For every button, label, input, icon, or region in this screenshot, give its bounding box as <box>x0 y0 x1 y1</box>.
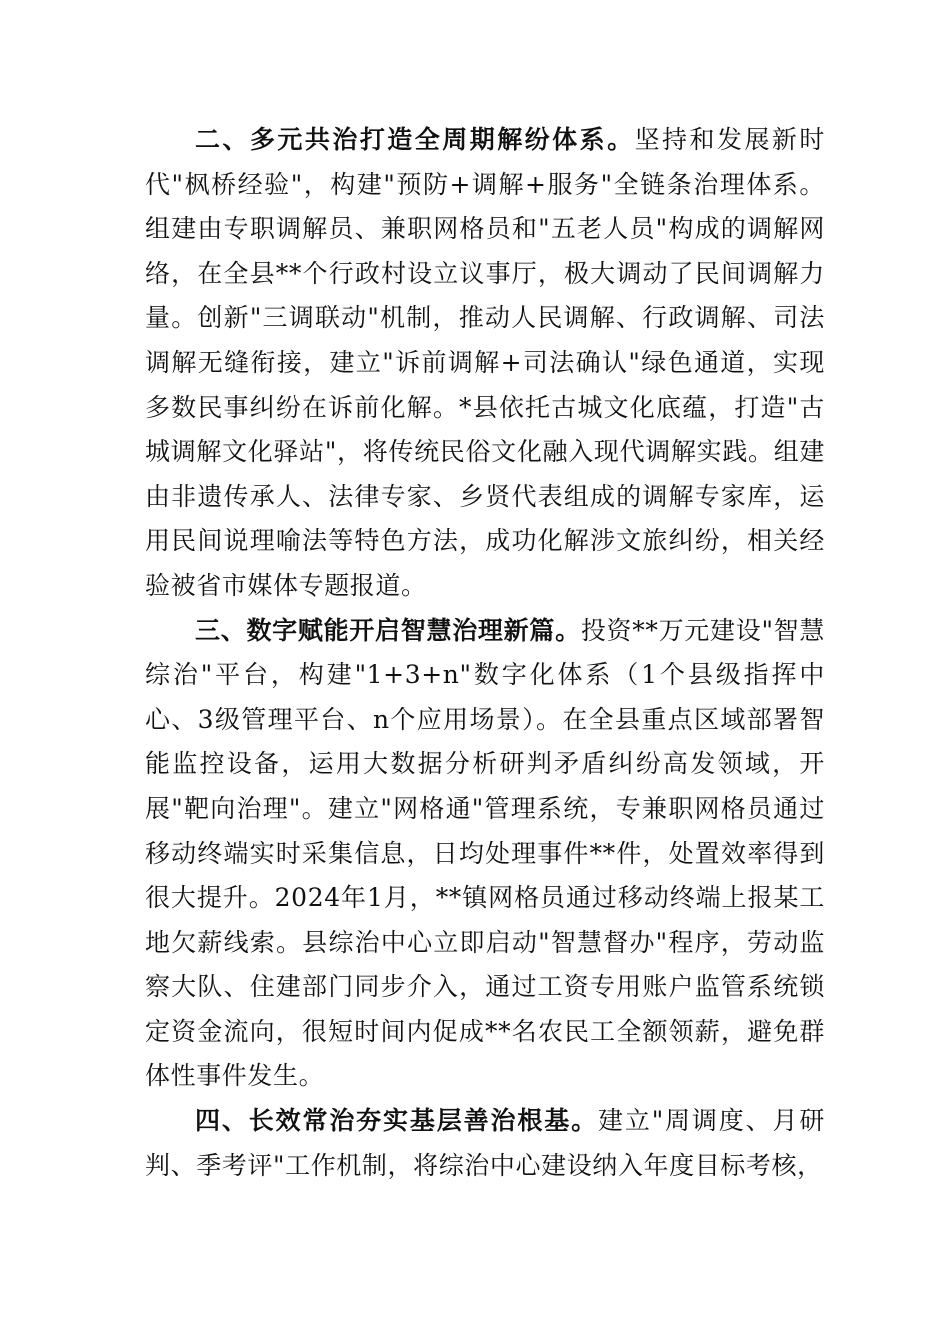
paragraph-body: 坚持和发展新时代"枫桥经验"，构建"预防+调解+服务"全链条治理体系。组建由专职调解员、兼职网格员和"五老人员"构成的调解网络，在全县**个行政村设立议事厅，极大调动了民间调解力量。创新"三调联动"机制，推动人民调解、行政调解、司法调解无缝衔接，建立"诉前调解+司法确认"绿色通道，实现多数民事纠纷在诉前化解。*县依托古城文化底蕴，打造"古城调解文化驿站"，将传统民俗文化融入现代调解实践。组建由非遗传承人、法律专家、乡贤代表组成的调解专家库，运用民间说理喻法等特色方法，成功化解涉文旅纠纷，相关经验被省市媒体专题报道。 <box>145 125 825 600</box>
paragraph-diversified-governance <box>145 118 825 609</box>
paragraph-long-term-governance <box>145 1099 825 1188</box>
paragraph-digital-empowerment <box>145 609 825 1100</box>
section-heading: 二、多元共治打造全周期解纷体系。 <box>195 125 635 154</box>
paragraph-body: 投资**万元建设"智慧综治"平台，构建"1+3+n"数字化体系（1个县级指挥中心、3级管理平台、n个应用场景）。在全县重点区域部署智能监控设备，运用大数据分析研判矛盾纠纷高发领域，开展"靶向治理"。建立"网格通"管理系统，专兼职网格员通过移动终端实时采集信息，日均处理事件**件，处置效率得到很大提升。2024年1月，**镇网格员通过移动终端上报某工地欠薪线索。县综治中心立即启动"智慧督办"程序，劳动监察大队、住建部门同步介入，通过工资专用账户监管系统锁定资金流向，很短时间内促成**名农民工全额领薪，避免群体性事件发生。 <box>145 615 825 1091</box>
document-page <box>145 118 825 1188</box>
section-heading: 四、长效常治夯实基层善治根基。 <box>195 1106 598 1136</box>
section-heading: 三、数字赋能开启智慧治理新篇。 <box>195 615 581 645</box>
paragraph-body: 建立"周调度、月研判、季考评"工作机制，将综治中心建设纳入年度目标考核， <box>145 1106 825 1180</box>
